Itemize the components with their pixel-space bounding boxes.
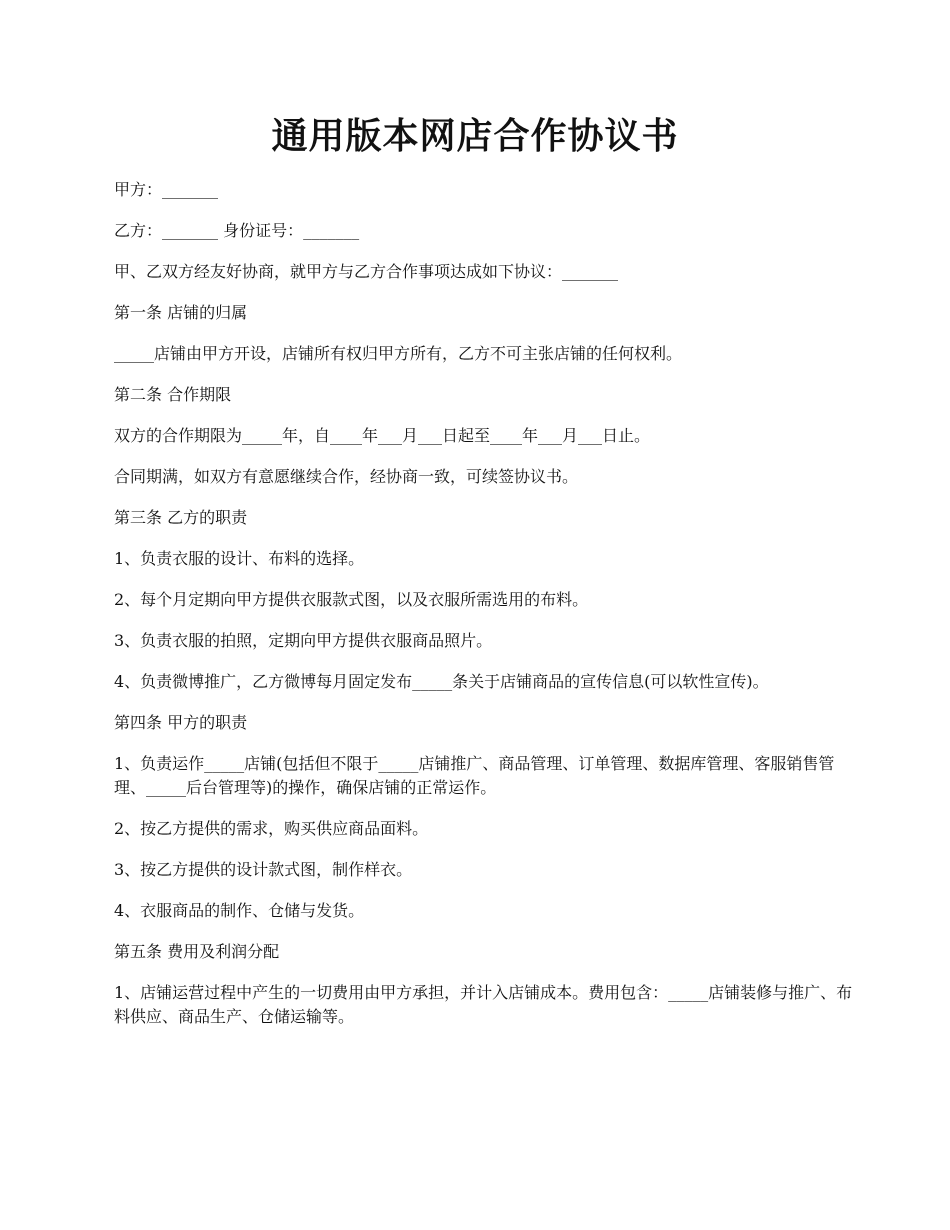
article-2-renewal: 合同期满，如双方有意愿继续合作，经协商一致，可续签协议书。 — [114, 467, 579, 486]
article-2-term: 双方的合作期限为_____年，自____年___月___日起至____年___月___日止。 — [114, 426, 651, 445]
party-a-line: 甲方：_______ — [114, 180, 219, 199]
article-3-item-4: 4、负责微博推广，乙方微博每月固定发布_____条关于店铺商品的宣传信息(可以软性宣传)。 — [114, 672, 769, 691]
article-5-item-1: 1、店铺运营过程中产生的一切费用由甲方承担，并计入店铺成本。费用包含：_____店铺装修与推广、布料供应、商品生产、仓储运输等。 — [114, 983, 853, 1026]
document-body — [114, 178, 854, 1046]
article-1-text: _____店铺由甲方开设，店铺所有权归甲方所有，乙方不可主张店铺的任何权利。 — [114, 344, 683, 363]
article-3-item-1: 1、负责衣服的设计、布料的选择。 — [114, 549, 365, 568]
document-title: 通用版本网店合作协议书 — [271, 115, 679, 157]
article-4-item-4: 4、衣服商品的制作、仓储与发货。 — [114, 901, 365, 920]
article-3-heading: 第三条 乙方的职责 — [114, 508, 248, 527]
article-3-item-3: 3、负责衣服的拍照，定期向甲方提供衣服商品照片。 — [114, 631, 493, 650]
article-4-item-1: 1、负责运作_____店铺(包括但不限于_____店铺推广、商品管理、订单管理、数据库管理、客服销售管理、_____后台管理等)的操作，确保店铺的正常运作。 — [114, 754, 835, 797]
article-5-heading: 第五条 费用及利润分配 — [114, 942, 280, 961]
article-4-item-2: 2、按乙方提供的需求，购买供应商品面料。 — [114, 819, 429, 838]
article-4-item-3: 3、按乙方提供的设计款式图，制作样衣。 — [114, 860, 413, 879]
party-b-line: 乙方：_______ 身份证号：_______ — [114, 221, 360, 240]
article-2-heading: 第二条 合作期限 — [114, 385, 232, 404]
article-3-item-2: 2、每个月定期向甲方提供衣服款式图，以及衣服所需选用的布料。 — [114, 590, 589, 609]
article-4-heading: 第四条 甲方的职责 — [114, 713, 248, 732]
agreement-intro: 甲、乙双方经友好协商，就甲方与乙方合作事项达成如下协议：_______ — [114, 262, 619, 281]
article-1-heading: 第一条 店铺的归属 — [114, 303, 248, 322]
